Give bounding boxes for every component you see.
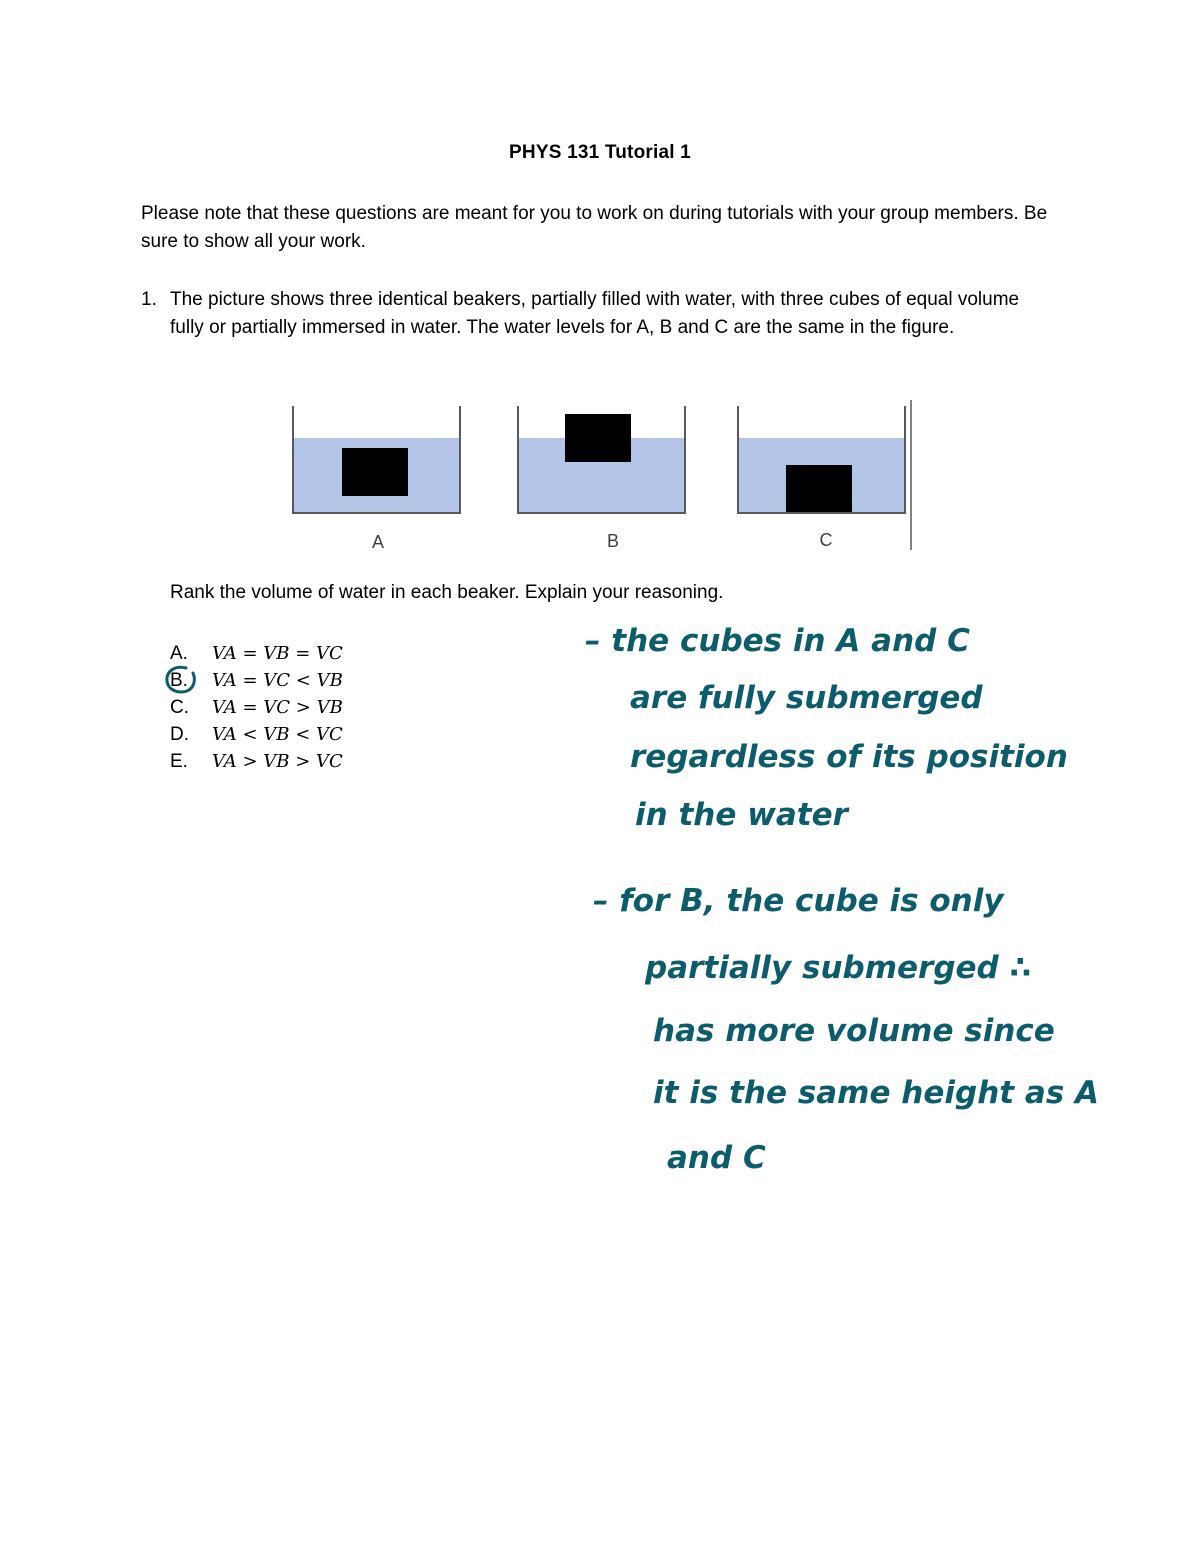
selected-answer-circle (164, 664, 200, 696)
intro-paragraph: Please note that these questions are meant for you to work on during tutorials with your group members. Be sure to show all your work. (141, 203, 1048, 252)
option-c (170, 694, 343, 721)
handwritten-line: are fully submerged (630, 680, 983, 716)
option-d (170, 721, 343, 748)
label-a: A (371, 532, 385, 552)
option-letter: C. (170, 697, 189, 718)
option-b (170, 667, 343, 694)
question-number: 1. (141, 289, 157, 310)
label-b: B (606, 531, 620, 551)
handwritten-line: regardless of its position (630, 739, 1068, 775)
option-a (170, 640, 343, 667)
option-expression: VA > VB > VC (212, 751, 343, 772)
rank-prompt: Rank the volume of water in each beaker. Explain your reasoning. (170, 582, 724, 603)
option-expression: VA < VB < VC (212, 724, 343, 745)
beakers-figure (280, 398, 920, 558)
handwritten-line: it is the same height as A (653, 1075, 1100, 1111)
cube-a (342, 448, 408, 496)
option-expression: VA = VB = VC (212, 643, 343, 664)
cube-c (786, 465, 852, 513)
handwritten-line: – the cubes in A and C (585, 623, 970, 659)
handwritten-line: – for B, the cube is only (593, 883, 1004, 919)
handwritten-line: in the water (635, 797, 848, 833)
handwritten-line: partially submerged ∴ (645, 950, 1032, 986)
cube-b (565, 414, 631, 462)
option-letter: D. (170, 724, 189, 745)
option-expression: VA = VC < VB (212, 670, 343, 691)
answer-options (170, 640, 343, 775)
question-text: The picture shows three identical beakers, partially filled with water, with three cubes of equal volume fully or partially immersed in water. The water levels for A, B and C are the same in the figure. (170, 289, 1020, 338)
label-c: C (819, 530, 833, 550)
option-letter: E. (170, 751, 188, 772)
option-letter: A. (170, 643, 188, 664)
beaker-b (518, 406, 685, 513)
handwritten-line: and C (667, 1140, 766, 1176)
beaker-c (738, 406, 905, 513)
page-title: PHYS 131 Tutorial 1 (509, 142, 691, 163)
option-e (170, 748, 343, 775)
beaker-a (293, 406, 460, 513)
handwritten-line: has more volume since (653, 1013, 1055, 1049)
option-letter: B. (170, 670, 188, 691)
option-expression: VA = VC > VB (212, 697, 343, 718)
